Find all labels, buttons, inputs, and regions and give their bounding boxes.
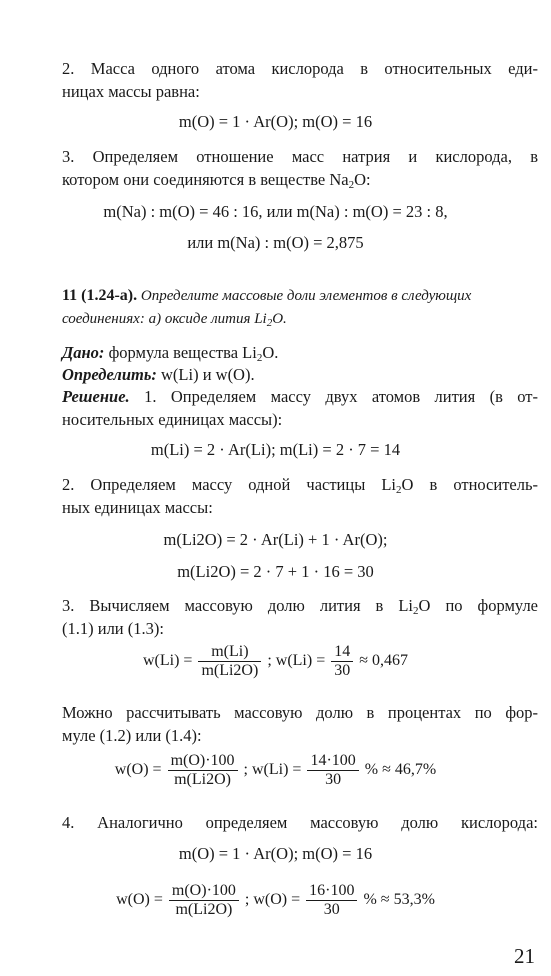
step2-line2: ных единицах массы: (62, 498, 213, 517)
percent-fraction-formula: w(O) = $\frac{m(O)\cdot 100}{m(Li2O)}$ ; w(Li) = $\frac{14\cdot 100}{30}$ % ≈ 46,7% (114, 752, 437, 788)
find-line: Определить: w(Li) и w(O). (62, 365, 255, 384)
p2-line1: 2. Масса одного атома кислорода в относительных еди- (62, 59, 538, 78)
step3-fraction-formula: w(Li) = $\frac{m(Li)}{m(Li2O)}$ ; w(Li) = $\frac{14}{30}$ ≈ 0,467 (142, 643, 408, 679)
task-text: Определите массовые доли элементов в следующих (140, 288, 472, 304)
task-heading (62, 285, 538, 307)
p3-formula2: или m(Na) : m(O) = 2,875 (187, 233, 364, 252)
task-text-line2: соединениях: а) оксиде лития $Li_2O$. (62, 311, 287, 329)
step3-line2: (1.1) или (1.3): (62, 619, 164, 638)
step2-formula2: m(Li2O) = 2 · 7 + 1 · 16 = 30 (177, 562, 374, 581)
find-label: Определить: (62, 365, 157, 384)
p2-line2: ницах массы равна: (62, 82, 200, 101)
fraction: $\frac{m(O)\cdot 100}{m(Li2O)}$ (168, 752, 238, 789)
step4-formula: m(O) = 1 · Ar(O); m(O) = 16 (178, 844, 373, 863)
p3-formula1: m(Na) : m(O) = 46 : 16, или m(Na) : m(O) = 23 : 8, (103, 202, 448, 221)
fraction: $\frac{m(Li)}{m(Li2O)}$ (198, 643, 261, 680)
fraction: $\frac{14\cdot 100}{30}$ (307, 752, 358, 789)
fraction: $\frac{14}{30}$ (331, 643, 353, 680)
solution-line1: Решение. 1. Определяем массу двух атомов лития (в от- (62, 387, 539, 406)
page-number: 21 (514, 944, 535, 968)
step2-formula1: m(Li2O) = 2 · Ar(Li) + 1 · Ar(O); (163, 530, 388, 549)
solution-formula: m(Li) = 2 · Ar(Li); m(Li) = 2 · 7 = 14 (150, 440, 401, 459)
step4-fraction-formula: w(O) = $\frac{m(O)\cdot 100}{m(Li2O)}$ ; w(O) = $\frac{16\cdot 100}{30}$ % ≈ 53,3% (116, 882, 435, 918)
solution-label: Решение. (62, 387, 130, 406)
percent-line2: муле (1.2) или (1.4): (62, 726, 202, 745)
p3-line2: котором они соединяются в веществе $Na_2O$: (62, 170, 371, 191)
step3-line1: 3. Вычисляем массовую долю лития в $Li_2O$ по формуле (62, 596, 538, 617)
solution-line2: носительных единицах массы): (62, 410, 283, 429)
fraction: $\frac{16\cdot 100}{30}$ (306, 882, 357, 919)
given-label: Дано: (62, 343, 105, 362)
step4-line1: 4. Аналогично определяем массовую долю кислорода: (62, 813, 538, 832)
given-line: Дано: формула вещества $Li_2O$. (62, 343, 279, 364)
task-number: 11 (1.24-а). (62, 287, 138, 304)
p2-formula: m(O) = 1 · Ar(O); m(O) = 16 (178, 112, 373, 131)
step2-line1: 2. Определяем массу одной частицы $Li_2O$ в относитель- (62, 475, 538, 496)
fraction: $\frac{m(O)\cdot 100}{m(Li2O)}$ (169, 882, 239, 919)
p3-line1: 3. Определяем отношение масс натрия и кислорода, в (62, 147, 538, 166)
percent-line1: Можно рассчитывать массовую долю в процентах по фор- (62, 703, 538, 722)
